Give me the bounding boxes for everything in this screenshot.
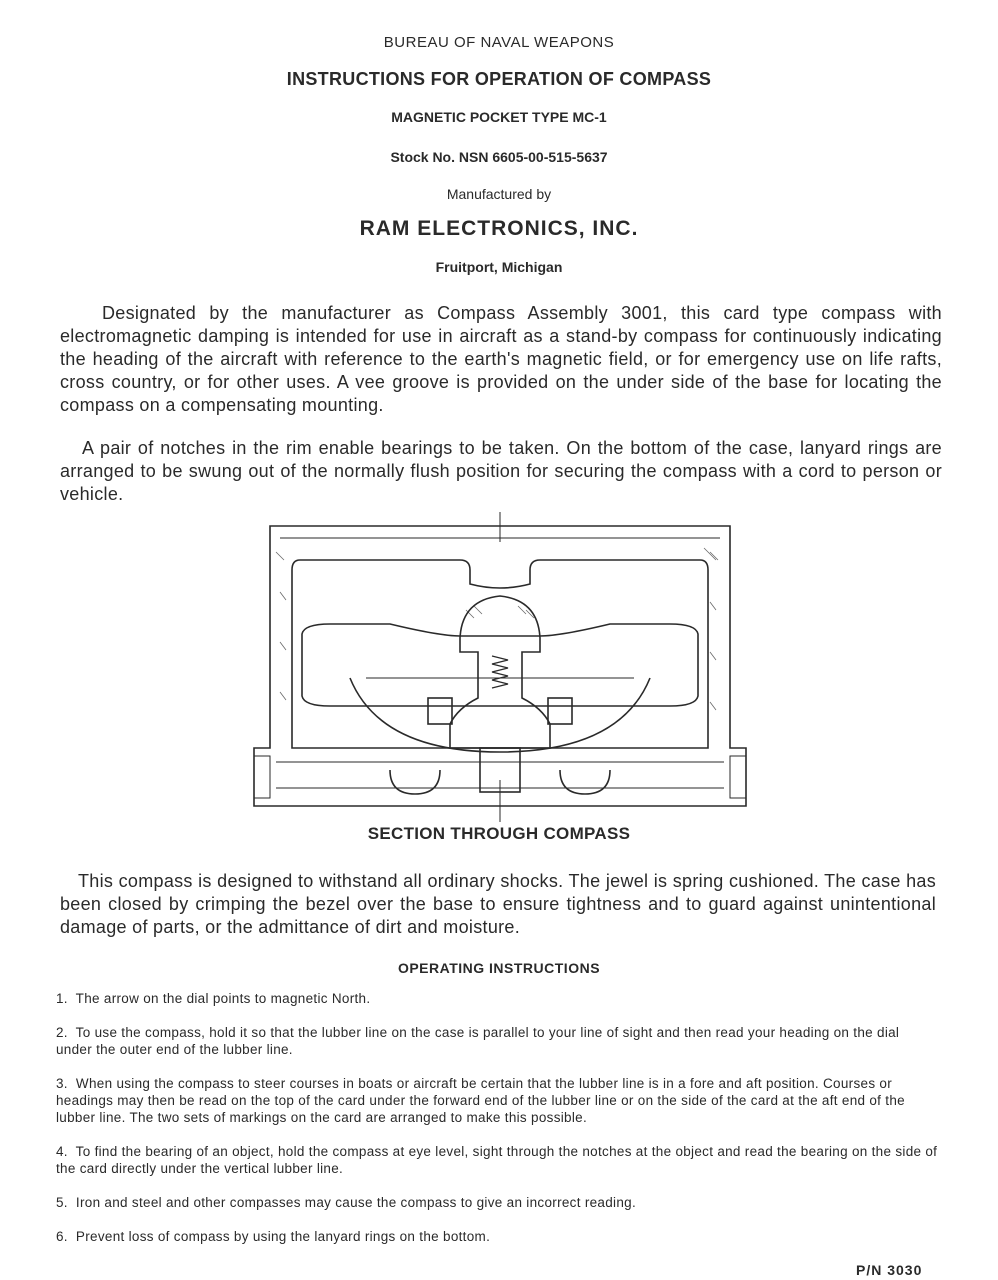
list-item: 6. Prevent loss of compass by using the lanyard rings on the bottom. <box>56 1229 491 1244</box>
damping-bowl <box>350 678 650 752</box>
compass-card <box>302 624 698 706</box>
list-item: 1. The arrow on the dial points to magnetic North. <box>56 991 371 1006</box>
bezel-left <box>254 756 270 798</box>
compass-section-diagram <box>240 512 760 822</box>
jewel-spring <box>492 656 508 688</box>
list-item: 5. Iron and steel and other compasses may cause the compass to give an incorrect reading. <box>56 1195 637 1210</box>
figure-caption: SECTION THROUGH COMPASS <box>367 824 631 843</box>
company-location: Fruitport, Michigan <box>435 259 563 275</box>
bezel-right <box>730 756 746 798</box>
description-paragraph: Designated by the manufacturer as Compass Assembly 3001, this card type compass with electromagnetic damping is intended for use in aircraft as a stand-by compass for continuously indicating the heading of the aircraft with reference to the earth's magnetic field, or for emergency use on life rafts, cross country, or for other uses. A vee groove is provided on the under side of the base for locating the compass on a compensating mounting. <box>60 303 942 415</box>
manufactured-by-label: Manufactured by <box>446 186 552 202</box>
bureau-heading: BUREAU OF NAVAL WEAPONS <box>383 34 615 51</box>
lanyard-ring-right <box>560 770 610 794</box>
magnet-left <box>428 698 452 724</box>
operating-instructions-list <box>56 990 938 1262</box>
shock-resistance-paragraph: This compass is designed to withstand all ordinary shocks. The jewel is spring cushioned. The case has been closed by crimping the bezel over the base to ensure tightness and to guard against unintentional damage of parts, or the admittance of dirt and moisture. <box>60 871 936 937</box>
operating-instructions-title: OPERATING INSTRUCTIONS <box>397 960 601 976</box>
stock-number: Stock No. NSN 6605-00-515-5637 <box>390 149 608 165</box>
document-title: INSTRUCTIONS FOR OPERATION OF COMPASS <box>286 69 712 89</box>
document-subtitle: MAGNETIC POCKET TYPE MC-1 <box>391 109 607 125</box>
part-number: P/N 3030 <box>856 1262 923 1278</box>
company-name: RAM ELECTRONICS, INC. <box>359 217 639 240</box>
list-item: 2. To use the compass, hold it so that the lubber line on the case is parallel to your line of sight and then read your heading on the dial under the outer end of the lubber line. <box>56 1025 900 1057</box>
compass-inner-cavity <box>292 560 708 748</box>
lanyard-ring-left <box>390 770 440 794</box>
list-item: 3. When using the compass to steer courses in boats or aircraft be certain that the lubber line is in a fore and aft position. Courses or headings may then be read on the top of the card under the forward end of the lubber line or on the side of the card at the aft end of the lubber line. The two sets of markings on the card are arranged to make this possible. <box>56 1076 905 1125</box>
notches-paragraph: A pair of notches in the rim enable bearings to be taken. On the bottom of the case, lanyard rings are arranged to be swung out of the normally flush position for securing the compass with a cord to person or vehicle. <box>60 438 942 504</box>
list-item: 4. To find the bearing of an object, hold the compass at eye level, sight through the notches at the object and read the bearing on the side of the card directly under the vertical lubber line. <box>56 1144 938 1176</box>
magnet-right <box>548 698 572 724</box>
pivot-housing <box>450 596 550 748</box>
